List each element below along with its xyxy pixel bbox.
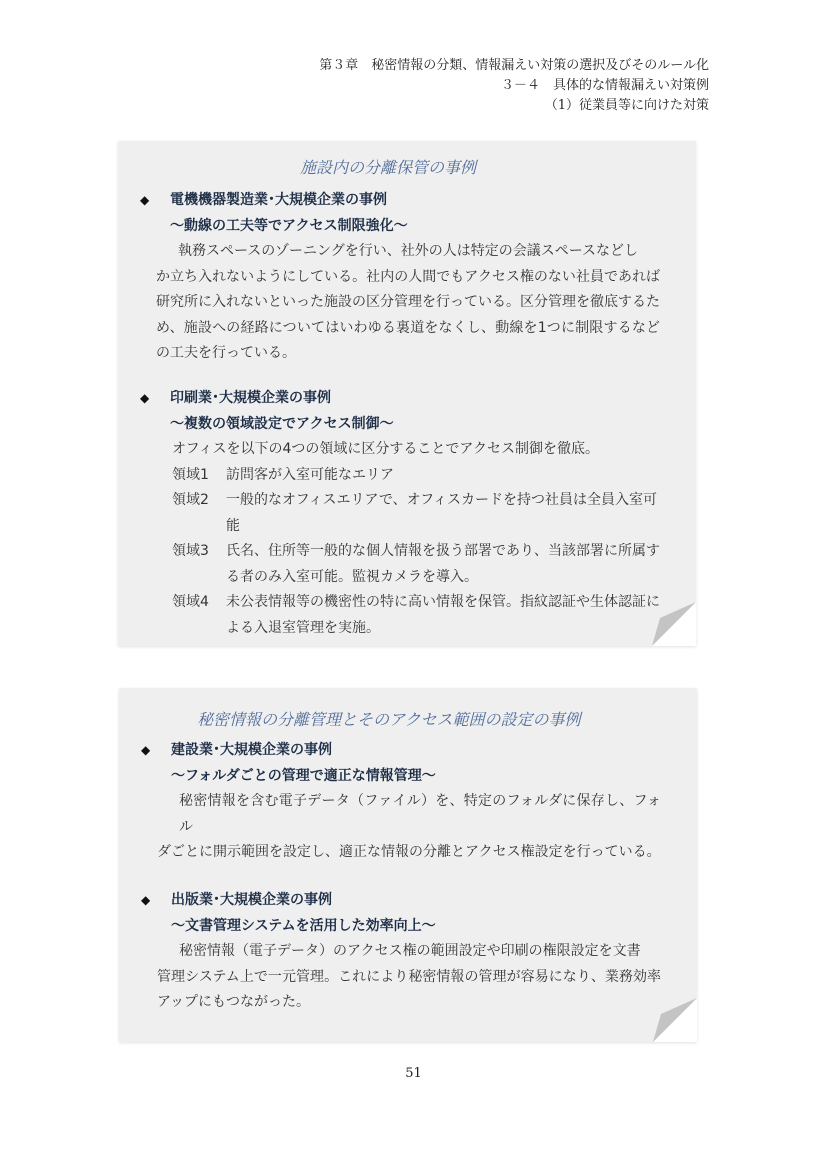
- header-subsection: （1）従業員等に向けた対策: [544, 98, 709, 113]
- diamond-bullet-icon: ◆: [140, 391, 150, 405]
- case-body: [141, 939, 661, 1016]
- zone-label: 領域3: [172, 543, 209, 559]
- zone-label: 領域4: [172, 594, 209, 610]
- separation-case-box: [119, 688, 697, 1042]
- case-body-rest: ダごとに開示範囲を設定し、適正な情報の分離とアクセス権設定を行っている。: [157, 844, 661, 860]
- case-heading-text: 出版業･大規模企業の事例: [171, 892, 332, 908]
- diamond-bullet-icon: ◆: [141, 743, 151, 757]
- case-heading-text: 電機機器製造業･大規模企業の事例: [170, 192, 387, 208]
- box-title: 秘密情報の分離管理とそのアクセス範囲の設定の事例: [197, 710, 581, 729]
- case-subheading: ～文書管理システムを活用した効率向上～: [171, 917, 436, 934]
- zone-label: 領域1: [172, 466, 209, 483]
- case-body-rest: 管理システム上で一元管理。これにより秘密情報の管理が容易になり、業務効率アップにもつながった。: [157, 968, 661, 1010]
- case-printing: [140, 386, 660, 641]
- zone-text: 氏名、住所等一般的な個人情報を扱う部署であり、当該部署に所属する者のみ入室可能。監視カメラを導入。: [226, 543, 660, 585]
- case-body: [141, 789, 661, 866]
- case-intro: オフィスを以下の4つの領域に区分することでアクセス制御を徹底。: [172, 441, 599, 457]
- case-publishing: [141, 888, 661, 1016]
- header-section: ３－４ 具体的な情報漏えい対策例: [500, 78, 709, 93]
- zone-item: [140, 539, 660, 590]
- zone-item: [140, 590, 660, 641]
- case-heading: [141, 738, 661, 764]
- zone-item: [140, 463, 660, 489]
- diamond-bullet-icon: ◆: [140, 193, 150, 207]
- page-curl-icon: [653, 998, 697, 1042]
- box-title: 施設内の分離保管の事例: [300, 158, 477, 177]
- case-electrical-manufacturing: [140, 188, 660, 367]
- page-header: [319, 56, 709, 116]
- page-number: 51: [405, 1066, 422, 1081]
- case-construction: [141, 738, 661, 866]
- page-curl-icon: [652, 602, 696, 646]
- zone-text: 未公表情報等の機密性の特に高い情報を保管。指紋認証や生体認証による入退室管理を実施。: [226, 594, 660, 636]
- zone-text: 訪問客が入室可能なエリア: [226, 466, 394, 483]
- case-subheading: ～複数の領域設定でアクセス制御～: [170, 415, 394, 432]
- case-heading-text: 建設業･大規模企業の事例: [171, 742, 332, 758]
- zone-text: 一般的なオフィスエリアで、オフィスカードを持つ社員は全員入室可能: [226, 492, 658, 534]
- header-chapter: 第３章 秘密情報の分類、情報漏えい対策の選択及びそのルール化: [319, 58, 709, 73]
- facility-case-box: [118, 141, 696, 646]
- case-heading: [141, 888, 661, 914]
- case-body-lead: 秘密情報を含む電子データ（ファイル）を、特定のフォルダに保存し、フォル: [179, 793, 661, 835]
- case-body-lead: 秘密情報（電子データ）のアクセス権の範囲設定や印刷の権限設定を文書: [179, 943, 641, 959]
- case-body-lead: 執務スペースのゾーニングを行い、社外の人は特定の会議スペースなどし: [178, 243, 639, 259]
- zone-label: 領域2: [172, 492, 209, 508]
- case-subheading: ～フォルダごとの管理で適正な情報管理～: [171, 767, 436, 784]
- case-heading-text: 印刷業･大規模企業の事例: [170, 390, 331, 406]
- case-heading: [140, 386, 660, 412]
- zone-item: [140, 488, 660, 539]
- case-subheading: ～動線の工夫等でアクセス制限強化～: [170, 217, 408, 234]
- case-body: [140, 239, 660, 367]
- diamond-bullet-icon: ◆: [141, 893, 151, 907]
- case-heading: [140, 188, 660, 214]
- case-body-rest: か立ち入れないようにしている。社内の人間でもアクセス権のない社員であれば研究所に入れないといった施設の区分管理を行っている。区分管理を徹底するため、施設への経路についてはいわゆる裏道をなくし、動線を1つに制限するなどの工夫を行っている。: [156, 268, 660, 361]
